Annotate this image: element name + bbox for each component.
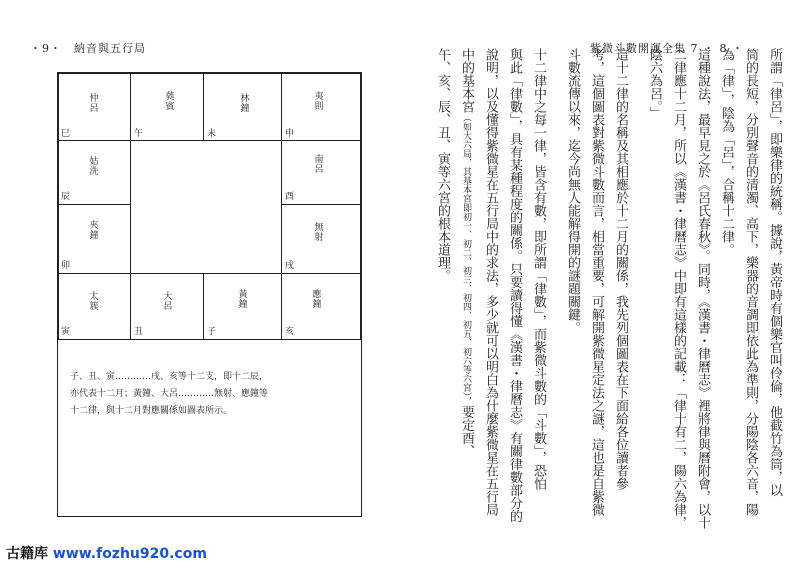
text-column: 二律應十二月，所以《漢書・律曆志》中即有這樣的記載：「律十有二，陽六為律， <box>671 48 686 529</box>
text-column: 與此「律數」，具有某種程度的關係。只要讀得懂《漢書・律曆志》有關律數部分的 <box>507 48 522 523</box>
lu-name: 太簇 <box>89 292 99 312</box>
lu-name: 南呂 <box>314 155 324 175</box>
branch-label: 亥 <box>285 327 295 337</box>
chart-cell <box>203 73 282 141</box>
lu-name: 仲呂 <box>89 94 99 114</box>
text-column: 午、亥、辰、丑、寅等六宮的根本道理。 <box>435 48 450 282</box>
site-name: 古籍库 <box>6 546 48 562</box>
text-column: 考，這個圖表對紫微斗數而言，相當重要，可解開紫微星定法之謎，這也是自紫微 <box>589 48 604 516</box>
chart-legend-line: 十二律，與十二月對應關係如圖表所示。 <box>70 406 233 416</box>
inline-note: （如大六局，其基本宮即初一、初二、初三、初四、初五、初六等六宮）， <box>461 113 471 406</box>
chart-legend-line: 子、丑、寅…………戌、亥等十二支，即十二辰， <box>70 372 269 382</box>
chart-legend-line: 亦代表十二月；黃鐘、大呂…………無射、應鐘等 <box>70 389 269 399</box>
text-column <box>458 48 474 458</box>
page-header-right: 紫微斗數開運全集 7 ・ 8 ・ <box>590 42 744 55</box>
lu-name: 林鐘 <box>240 94 250 114</box>
branch-label: 卯 <box>61 261 71 271</box>
lu-name: 大呂 <box>163 292 173 312</box>
lu-name: 夾鐘 <box>89 221 99 241</box>
chart-cell <box>58 73 131 141</box>
branch-label: 午 <box>134 129 144 139</box>
branch-label: 酉 <box>285 192 295 202</box>
branch-label: 申 <box>285 129 295 139</box>
branch-label: 戌 <box>285 261 295 271</box>
chart-cell <box>281 73 361 141</box>
text-column: 陰六為呂。」 <box>647 48 662 120</box>
chart-cell <box>281 204 361 274</box>
chart-cell <box>130 273 204 340</box>
chart-cell <box>58 140 131 205</box>
lu-name: 應鐘 <box>312 290 322 310</box>
text-column: 這十二律的名稱及其相應於十二月的關係，我先列個圖表在下面給各位讀者參 <box>613 48 628 490</box>
text-column: 斗數流傳以來，迄今尚無人能解得開的謎題關鍵。 <box>565 48 580 334</box>
branch-label: 寅 <box>61 327 71 337</box>
text-fragment: 中的基本宮 <box>459 48 474 113</box>
chart-cell <box>130 73 204 141</box>
chart-cell <box>203 273 282 340</box>
chart-cell <box>281 140 361 205</box>
lu-name: 夷則 <box>314 92 324 112</box>
branch-label: 巳 <box>61 129 71 139</box>
chart-cell <box>58 204 131 274</box>
chart-cell <box>58 273 131 340</box>
text-column: 十二律中之每一律，皆含有數，即所謂「律數」，而紫微斗數的「斗數」，恐怕 <box>531 48 546 490</box>
lu-name: 黃鐘 <box>238 290 248 310</box>
chart-cell <box>281 273 361 340</box>
site-url: www.fozhu920.com <box>52 546 207 562</box>
watermark-text <box>6 543 207 563</box>
text-column: 筒的長短，分別聲音的清濁、高下，樂器的音調即依此為準則，分陽陰各六音，陽 <box>743 48 758 516</box>
text-column: 所謂「律呂」，即樂律的統稱。據說，黃帝時有個樂官叫伶倫，他截竹為筒，以 <box>767 48 782 497</box>
page-header-left: ・9・ 納音與五行局 <box>30 42 146 55</box>
branch-label: 辰 <box>61 192 71 202</box>
lu-name: 無射 <box>314 223 324 243</box>
text-fragment: 要定酉、 <box>459 405 474 458</box>
watermark-footer <box>0 539 793 565</box>
lu-chart-frame <box>57 72 362 517</box>
text-column: 為「律」，陰為「呂」，合稱十二律。 <box>719 48 734 256</box>
branch-label: 未 <box>207 129 217 139</box>
lu-name: 蕤賓 <box>165 92 175 112</box>
branch-label: 子 <box>207 327 217 337</box>
text-column: 說明，以及懂得紫微星在五行局中的求法，多少就可以明白為什麼紫微星在五行局 <box>483 48 498 516</box>
lu-name: 姑洗 <box>89 157 99 177</box>
branch-label: 丑 <box>134 327 144 337</box>
text-column: 這種說法，最早見之於《呂氏春秋》。同時，《漢書・律曆志》裡將律與曆附會，以十 <box>695 48 710 529</box>
